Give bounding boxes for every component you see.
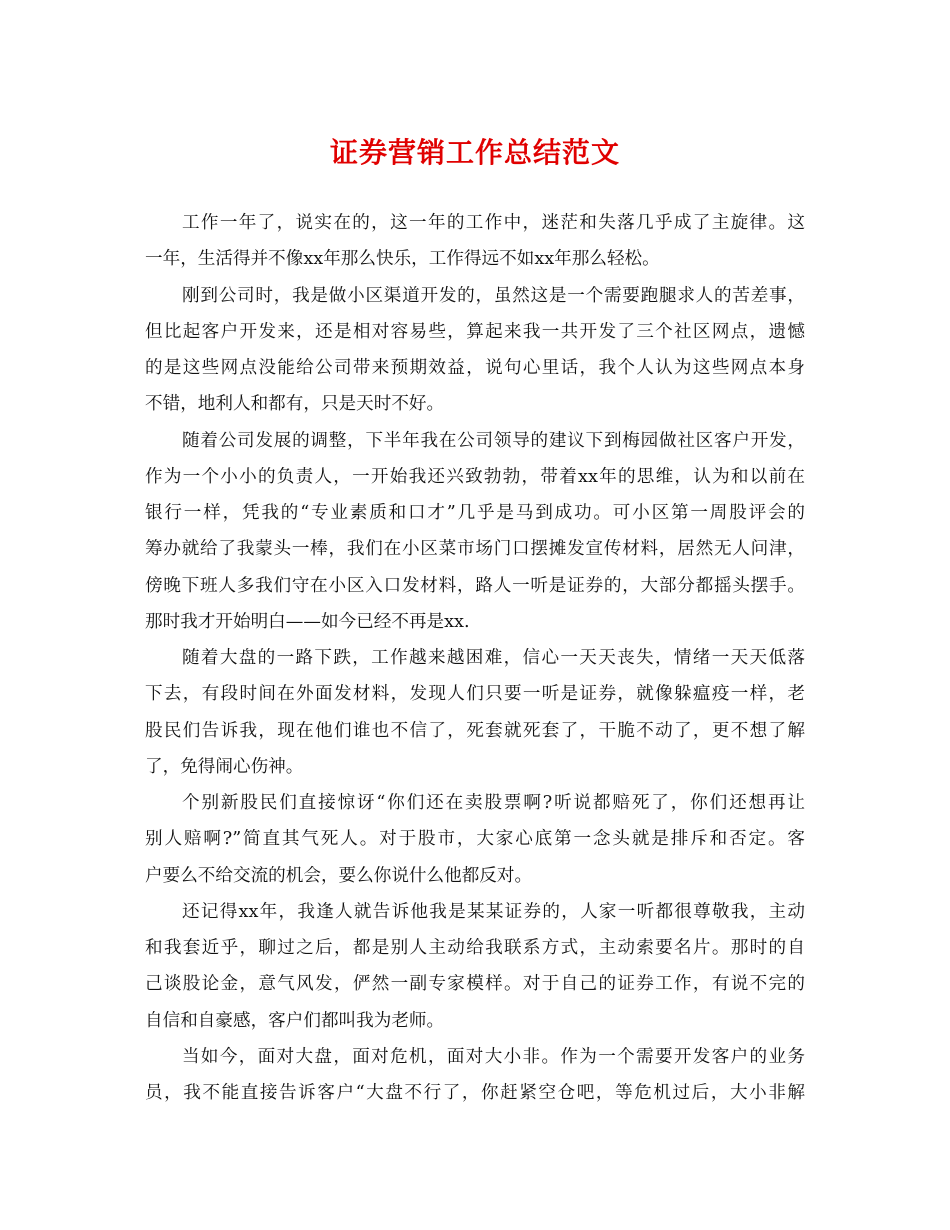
- paragraph: [145, 785, 805, 894]
- paragraph-line: 员，我不能直接告诉客户“大盘不行了，你赶紧空仓吧，等危机过后，大小非解: [145, 1083, 805, 1103]
- paragraph-line: 当如今，面对大盘，面对危机，面对大小非。作为一个需要开发客户的业务: [182, 1046, 805, 1067]
- paragraph-line: 的是这些网点没能给公司带来预期效益，说句心里话，我个人认为这些网点本身: [145, 358, 805, 378]
- paragraph-line: 还记得xx年，我逢人就告诉他我是某某证券的，人家一听都很尊敬我，主动: [182, 901, 805, 922]
- paragraph-line: 不错，地利人和都有，只是天时不好。: [145, 394, 445, 415]
- paragraph-line: 别人赔啊?”简直其气死人。对于股市，大家心底第一念头就是排斥和否定。客: [145, 829, 805, 850]
- paragraph-line: 一年，生活得并不像xx年那么快乐，工作得远不如xx年那么轻松。: [145, 249, 660, 270]
- paragraph-line: 股民们告诉我，现在他们谁也不信了，死套就死套了，干脆不动了，更不想了解: [145, 720, 805, 741]
- paragraph-line: 筹办就给了我蒙头一棒，我们在小区菜市场门口摆摊发宣传材料，居然无人问津，: [145, 539, 805, 560]
- paragraph-line: 己谈股论金，意气风发，俨然一副专家模样。对于自己的证券工作，有说不完的: [145, 974, 805, 995]
- paragraph-line: 个别新股民们直接惊讶“你们还在卖股票啊?听说都赔死了，你们还想再让: [182, 793, 805, 813]
- document-title: 证券营销工作总结范文: [329, 136, 620, 169]
- paragraph: [145, 278, 805, 423]
- paragraph: [145, 205, 805, 278]
- paragraph-line: 作为一个小小的负责人，一开始我还兴致勃勃，带着xx年的思维，认为和以前在: [145, 466, 805, 487]
- paragraph-line: 随着大盘的一路下跌，工作越来越困难，信心一天天丧失，情绪一天天低落: [182, 648, 805, 668]
- paragraph-line: 自信和自豪感，客户们都叫我为老师。: [145, 1010, 445, 1031]
- paragraph-line: 下去，有段时间在外面发材料，发现人们只要一听是证券，就像躲瘟疫一样，老: [145, 684, 805, 705]
- paragraph-line: 和我套近乎，聊过之后，都是别人主动给我联系方式，主动索要名片。那时的自: [145, 938, 805, 958]
- paragraph-line: 工作一年了，说实在的，这一年的工作中，迷茫和失落几乎成了主旋律。这: [182, 213, 805, 233]
- paragraph-line: 银行一样，凭我的“专业素质和口才”几乎是马到成功。可小区第一周股评会的: [145, 503, 805, 523]
- paragraph: [145, 640, 805, 785]
- paragraph-line: 但比起客户开发来，还是相对容易些，算起来我一共开发了三个社区网点，遗憾: [145, 321, 805, 342]
- paragraph: [145, 423, 805, 641]
- paragraph-line: 那时我才开始明白——如今已经不再是xx.: [145, 611, 470, 632]
- paragraph: [145, 894, 805, 1039]
- paragraph-line: 随着公司发展的调整，下半年我在公司领导的建议下到梅园做社区客户开发，: [182, 430, 805, 451]
- paragraph-line: 户要么不给交流的机会，要么你说什么他都反对。: [145, 865, 533, 886]
- paragraph-line: 刚到公司时，我是做小区渠道开发的，虽然这是一个需要跑腿求人的苦差事，: [182, 285, 805, 306]
- paragraph: [145, 1039, 805, 1112]
- paragraph-line: 了，免得闹心伤神。: [145, 756, 304, 777]
- document-body: [145, 205, 805, 1111]
- paragraph-line: 傍晚下班人多我们守在小区入口发材料，路人一听是证券的，大部分都摇头摆手。: [145, 575, 805, 596]
